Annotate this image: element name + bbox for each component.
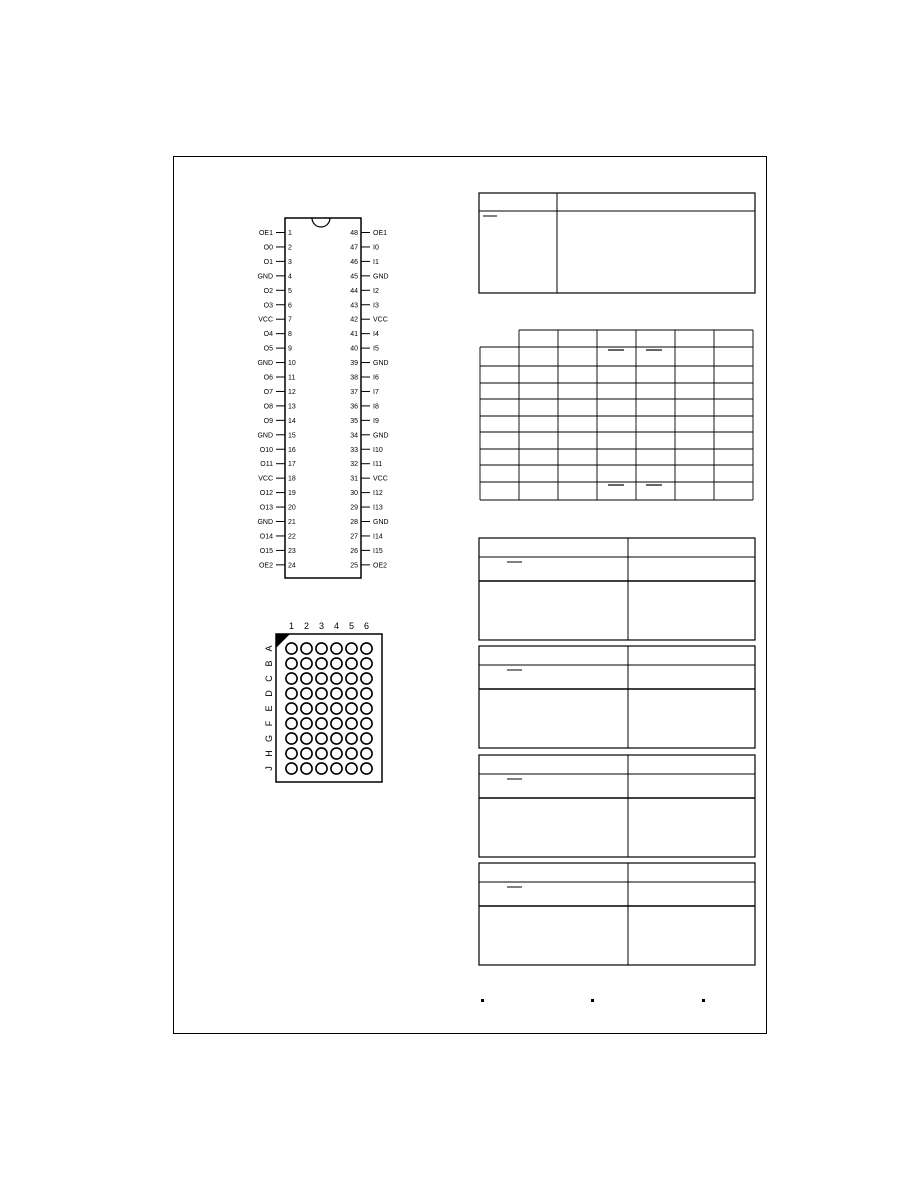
left-pin-name: O11 bbox=[260, 461, 273, 469]
bga-ball bbox=[346, 733, 357, 744]
left-pin-name: OE2 bbox=[258, 562, 273, 570]
left-pin-name: O1 bbox=[263, 258, 273, 266]
bga-ball bbox=[316, 703, 327, 714]
right-pin-number: 44 bbox=[350, 287, 358, 295]
bga-row-label: D bbox=[264, 690, 274, 697]
left-pin-number: 1 bbox=[288, 230, 292, 237]
left-pin-number: 24 bbox=[288, 562, 296, 570]
left-pin-name: O12 bbox=[259, 490, 273, 498]
right-pin-name: VCC bbox=[373, 475, 388, 483]
right-pin-number: 35 bbox=[350, 417, 358, 425]
bga-ball bbox=[361, 703, 372, 714]
bga-ball bbox=[286, 673, 297, 684]
right-pin-name: I14 bbox=[373, 533, 383, 541]
truth-table bbox=[479, 863, 755, 965]
left-pin-number: 9 bbox=[288, 345, 292, 353]
left-pin-name: O14 bbox=[259, 533, 273, 541]
right-pin-number: 32 bbox=[350, 461, 358, 469]
right-pin-name: I2 bbox=[373, 287, 379, 295]
bga-ball bbox=[346, 748, 357, 759]
footer-marks bbox=[481, 999, 705, 1002]
truth-table bbox=[479, 755, 755, 857]
left-pin-name: O10 bbox=[259, 446, 273, 454]
left-pin-number: 6 bbox=[288, 302, 292, 310]
bga-ball bbox=[301, 688, 312, 699]
bga-ball bbox=[346, 658, 357, 669]
right-pin-name: GND bbox=[373, 432, 389, 440]
left-pin-number: 15 bbox=[288, 432, 296, 440]
right-pin-name: GND bbox=[373, 273, 389, 281]
left-pin-number: 4 bbox=[288, 273, 292, 281]
bga-ball bbox=[331, 673, 342, 684]
left-pin-name: GND bbox=[257, 360, 273, 368]
bga-ball bbox=[361, 643, 372, 654]
left-pin-number: 3 bbox=[288, 258, 292, 266]
bga-ball bbox=[316, 718, 327, 729]
bga-column-label: 4 bbox=[333, 621, 340, 631]
left-pin-number: 18 bbox=[288, 475, 296, 483]
bga-row-label: A bbox=[264, 645, 274, 652]
left-pin-name: O15 bbox=[259, 547, 273, 555]
ball-assignment-table bbox=[480, 330, 753, 500]
right-pin-number: 39 bbox=[350, 360, 358, 368]
right-pin-number: 27 bbox=[350, 533, 358, 541]
bga-row-label: E bbox=[264, 705, 274, 712]
pin-description-table bbox=[479, 193, 755, 293]
bga-ball bbox=[331, 688, 342, 699]
bga-ball bbox=[301, 763, 312, 774]
left-pin-name: O8 bbox=[263, 403, 273, 411]
left-pin-number: 14 bbox=[288, 417, 296, 425]
left-pin-number: 21 bbox=[288, 519, 296, 526]
bga-ball bbox=[286, 688, 297, 699]
bga-ball bbox=[316, 748, 327, 759]
bga-ball bbox=[286, 733, 297, 744]
bga-ball bbox=[301, 718, 312, 729]
bga-ball bbox=[316, 733, 327, 744]
right-pin-name: I0 bbox=[373, 244, 379, 252]
bga-row-label: J bbox=[264, 766, 274, 771]
right-pin-number: 46 bbox=[350, 258, 358, 266]
right-pin-number: 41 bbox=[350, 331, 358, 339]
bga-ball bbox=[331, 748, 342, 759]
bga-ball bbox=[301, 733, 312, 744]
bga-ball bbox=[316, 763, 327, 774]
bga-ball bbox=[301, 703, 312, 714]
left-pin-number: 17 bbox=[288, 461, 296, 469]
right-pin-name: VCC bbox=[373, 316, 388, 324]
left-pin-name: O4 bbox=[263, 331, 273, 339]
bga-ball bbox=[301, 643, 312, 654]
left-pin-number: 22 bbox=[288, 533, 296, 541]
right-pin-number: 42 bbox=[350, 316, 358, 324]
left-pin-number: 5 bbox=[288, 287, 292, 295]
bga-ball bbox=[361, 763, 372, 774]
bga-ball bbox=[316, 643, 327, 654]
right-pin-name: I3 bbox=[373, 302, 379, 310]
bga-row-label: H bbox=[264, 750, 274, 757]
right-pin-name: I6 bbox=[373, 374, 379, 382]
bga-ball bbox=[286, 658, 297, 669]
bga-ball bbox=[361, 733, 372, 744]
left-pin-number: 16 bbox=[288, 446, 296, 454]
right-pin-number: 30 bbox=[350, 490, 358, 498]
left-pin-name: O6 bbox=[263, 374, 273, 382]
left-pin-name: OE1 bbox=[258, 230, 273, 237]
right-pin-number: 31 bbox=[350, 475, 358, 483]
bga-ball bbox=[331, 763, 342, 774]
right-pin-number: 47 bbox=[350, 244, 358, 252]
left-pin-name: GND bbox=[257, 273, 273, 281]
left-pin-name: GND bbox=[257, 519, 273, 526]
bga-ball bbox=[361, 748, 372, 759]
right-pin-number: 26 bbox=[350, 547, 358, 555]
bga-ball bbox=[331, 658, 342, 669]
left-pin-number: 13 bbox=[288, 403, 296, 411]
right-pin-number: 34 bbox=[350, 432, 358, 440]
bga-ball bbox=[346, 718, 357, 729]
left-pin-name: O2 bbox=[263, 287, 273, 295]
bga-row-label: B bbox=[264, 660, 274, 667]
bga-ball bbox=[361, 673, 372, 684]
bga-ball bbox=[286, 763, 297, 774]
bga-column-label: 3 bbox=[318, 621, 325, 631]
bga-ball bbox=[346, 643, 357, 654]
truth-tables bbox=[479, 538, 755, 965]
bga-ball bbox=[361, 718, 372, 729]
left-pin-number: 23 bbox=[288, 547, 296, 555]
bga-ball bbox=[346, 763, 357, 774]
bga-ball bbox=[301, 673, 312, 684]
right-pin-number: 48 bbox=[350, 230, 358, 237]
bga-row-label: F bbox=[264, 720, 274, 727]
right-pin-name: I4 bbox=[373, 331, 379, 339]
bga-ball bbox=[346, 673, 357, 684]
left-pin-number: 11 bbox=[288, 374, 296, 382]
bga-ball bbox=[361, 688, 372, 699]
right-pin-number: 36 bbox=[350, 403, 358, 411]
right-pin-name: I12 bbox=[373, 490, 383, 498]
right-pin-number: 28 bbox=[350, 519, 358, 526]
left-pin-number: 7 bbox=[288, 316, 292, 324]
right-pin-number: 33 bbox=[350, 446, 358, 454]
bga-ball bbox=[331, 718, 342, 729]
bga-ball bbox=[331, 703, 342, 714]
left-pin-name: O0 bbox=[263, 244, 273, 252]
bga-column-label: 5 bbox=[348, 621, 355, 631]
right-pin-name: I5 bbox=[373, 345, 379, 353]
left-pin-number: 10 bbox=[288, 360, 296, 368]
bga-ball bbox=[316, 658, 327, 669]
right-pin-number: 38 bbox=[350, 374, 358, 382]
right-pin-name: GND bbox=[373, 519, 389, 526]
bga-ball bbox=[286, 703, 297, 714]
left-pin-number: 8 bbox=[288, 331, 292, 339]
bga-row-label: G bbox=[264, 734, 274, 743]
bga-ball bbox=[286, 718, 297, 729]
left-pin-name: GND bbox=[257, 432, 273, 440]
package-diagram bbox=[257, 218, 388, 578]
right-pin-name: I13 bbox=[373, 504, 383, 512]
package-notch bbox=[312, 218, 330, 227]
bga-column-label: 1 bbox=[288, 621, 295, 631]
truth-table bbox=[479, 538, 755, 640]
bga-ball bbox=[331, 643, 342, 654]
bga-diagram bbox=[264, 621, 382, 782]
pin-a1-marker bbox=[276, 634, 290, 648]
right-pin-name: I10 bbox=[373, 446, 383, 454]
bga-ball bbox=[346, 703, 357, 714]
right-pin-name: I11 bbox=[373, 461, 383, 469]
right-pin-name: OE2 bbox=[373, 562, 388, 570]
left-pin-number: 19 bbox=[288, 490, 296, 498]
bga-column-label: 2 bbox=[303, 621, 310, 631]
right-pin-name: I15 bbox=[373, 547, 383, 555]
bga-ball bbox=[301, 748, 312, 759]
right-pin-name: I8 bbox=[373, 403, 379, 411]
left-pin-number: 12 bbox=[288, 388, 296, 396]
right-pin-name: I1 bbox=[373, 258, 379, 266]
truth-table bbox=[479, 646, 755, 748]
right-pin-name: OE1 bbox=[373, 230, 388, 237]
left-pin-name: O3 bbox=[263, 302, 273, 310]
right-pin-number: 25 bbox=[350, 562, 358, 570]
left-pin-number: 2 bbox=[288, 244, 292, 252]
right-pin-number: 43 bbox=[350, 302, 358, 310]
right-pin-number: 37 bbox=[350, 388, 358, 396]
left-pin-name: O13 bbox=[259, 504, 273, 512]
right-pin-number: 45 bbox=[350, 273, 358, 281]
right-pin-number: 40 bbox=[350, 345, 358, 353]
right-pin-name: GND bbox=[373, 360, 389, 368]
left-pin-name: O5 bbox=[263, 345, 273, 353]
bga-ball bbox=[331, 733, 342, 744]
right-pin-number: 29 bbox=[350, 504, 358, 512]
bga-ball bbox=[316, 688, 327, 699]
bga-column-label: 6 bbox=[363, 621, 370, 631]
left-pin-name: O7 bbox=[263, 388, 273, 396]
bga-ball bbox=[286, 748, 297, 759]
bga-ball bbox=[361, 658, 372, 669]
left-pin-number: 20 bbox=[288, 504, 296, 512]
bga-row-label: C bbox=[264, 675, 274, 682]
left-pin-name: VCC bbox=[258, 475, 273, 483]
right-pin-name: I9 bbox=[373, 417, 379, 425]
bga-ball bbox=[316, 673, 327, 684]
bga-ball bbox=[286, 643, 297, 654]
left-pin-name: O9 bbox=[263, 417, 273, 425]
right-pin-name: I7 bbox=[373, 388, 379, 396]
left-pin-name: VCC bbox=[258, 316, 273, 324]
bga-ball bbox=[346, 688, 357, 699]
bga-ball bbox=[301, 658, 312, 669]
